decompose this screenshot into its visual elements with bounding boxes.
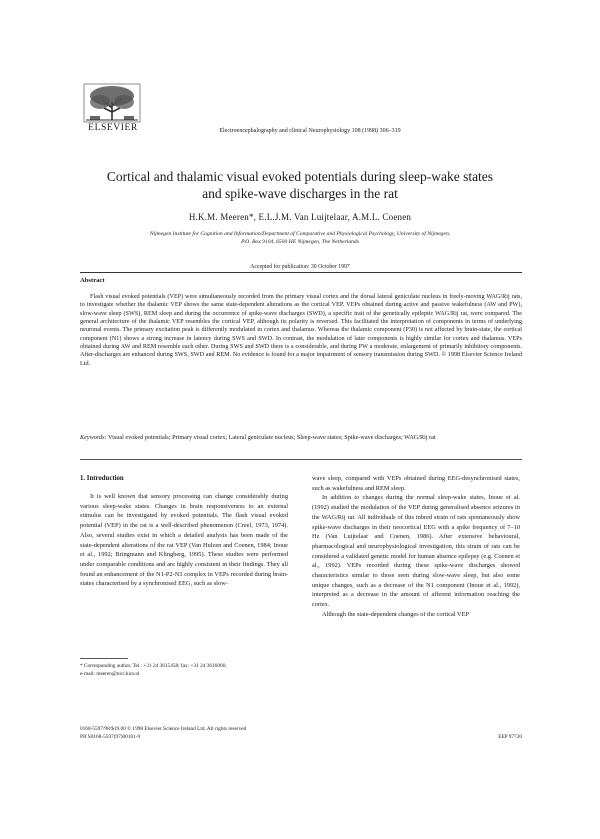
copyright-footer xyxy=(80,726,380,741)
author-list: H.K.M. Meeren*, E.L.J.M. Van Luijtelaar, A.M.L. Coenen xyxy=(188,212,412,222)
footnote-line-2: e-mail: meeren@nici.kun.nl xyxy=(80,670,140,677)
abstract-text: Flash visual evoked potentials (VEP) were simultaneously recorded from the primary visual cortex and the dorsal lateral geniculate nucleus in freely-moving WAG/Rij rats, to investigate whether the thalamic VEP shows the same state-dependent alterations as the cortical VEP. VEPs obtained during active and passive wakefulness (AW and PW), slow-wave sleep (SWS), REM sleep and during the occurrence of spike-wave discharges (SWD), a specific trait of the genetically epileptic WAG/Rij rat, were compared. The general architecture of the thalamic VEP resembles the cortical VEP, although its polarity is reversed. This facilitated the interpretation of components in terms of underlying neuronal events. The primary excitation peak is differently modulated in cortex and thalamus. Whereas the thalamic component (P30) is not affected by brain-state, the cortical component (N1) shows a strong increase in latency during SWS and SWD. In contrast, the modulation of later components is highly similar for cortex and thalamus. VEPs obtained during AW and REM resemble each other. During SWS and SWD there is a considerable, and during PW a moderate, enlargement of primarily inhibitory components. After-discharges are enhanced during SWS, SWD and REM. No evidence is found for a major impairment of sensory transmission during SWD. © 1998 Elsevier Science Ireland Ltd. xyxy=(80,293,522,367)
intro-paragraph-3: Although the state-dependent changes of the cortical VEP xyxy=(322,610,469,618)
title-line-2: and spike-wave discharges in the rat xyxy=(202,186,398,201)
introduction-left-column: It is well known that sensory processing can change considerably during various sleep-wake states. Changes in brain responsiveness to an external stimulus can be investigated by evoked potentials. The flash visual evoked potential (VEP) in the rat is a well-described phenomenon (Creel, 1973, 1974). Also, several studies exist in which a detailed analysis has been made of the state-dependent alterations of the rat VEP (Van Hulzen and Coenen, 1984; Inoue et al., 1992; Bringmann and Klingberg, 1995). These studies were performed under comparable conditions and are highly consistent in their findings. They all found an enhancement of the N1-P2-N3 complex in VEPs recorded during brain-states characterised by a synchronised EEG, such as slow- xyxy=(80,493,288,588)
abstract-heading: Abstract xyxy=(80,277,105,284)
journal-citation: Electroencephalography and clinical Neurophysiology 108 (1998) 306–319 xyxy=(219,128,401,134)
keywords xyxy=(80,434,522,442)
intro-paragraph-continued: wave sleep, compared with VEPs obtained during EEG-desynchronised states, such as wakefulness and REM sleep. xyxy=(312,475,520,492)
abstract-bottom-rule xyxy=(80,459,522,460)
footnote-line-1: * Corresponding author. Tel.: +31 24 3615458; fax: +31 24 3616066; xyxy=(80,663,227,669)
article-title xyxy=(70,168,530,202)
accepted-date: Accepted for publication: 30 October 1997 xyxy=(250,264,350,270)
affiliation-line-2: P.O. Box 9104, 6500 HE Nijmegen, The Netherlands xyxy=(241,239,359,245)
pii-line: PII S0168-5597(97)00101-9 xyxy=(80,733,141,740)
keywords-list: Visual evoked potentials; Primary visual cortex; Lateral geniculate nucleus; Sleep-wave states; Spike-wave discharges; WAG/Rij rat xyxy=(108,434,436,441)
affiliation xyxy=(80,230,520,246)
footnote-rule xyxy=(80,658,128,659)
copyright-line: 0168-5597/98/$19.00 © 1998 Elsevier Science Ireland Ltd. All rights reserved xyxy=(80,726,247,732)
article-code: EEP 97720 xyxy=(498,734,522,740)
corresponding-author-footnote xyxy=(80,663,288,678)
introduction-right-column xyxy=(312,474,520,620)
abstract-top-rule xyxy=(80,272,522,273)
affiliation-line-1: Nijmegen Institute for Cognition and Information/Department of Comparative and Physiological Psychology, University of Nijmegen, xyxy=(149,231,451,237)
introduction-heading: 1. Introduction xyxy=(80,475,124,482)
intro-paragraph-2: In addition to changes during the normal sleep-wake states, Inoue et al. (1992) studied the modulation of the VEP during generalised absence seizures in the WAG/Rij rat. All individuals of this inbred strain of rats spontaneously show spike-wave discharges in their neocortical EEG with a spike frequency of 7–10 Hz (Van Luijtelaar and Coenen, 1986). After extensive behavioural, pharmacological and neurophysiological investigation, this strain of rats can be considered a validated genetic model for human absence epilepsy (e.g. Coenen et al., 1992). VEPs recorded during these spike-wave discharges showed characteristics similar to those seen during slow-wave sleep, but also some unique changes, such as a decrease of the N1 component (Inoue et al., 1992), interpreted as a decrease in the amount of afferent information reaching the cortex. xyxy=(312,494,520,609)
publisher-logo-text: ELSEVIER xyxy=(88,123,138,133)
title-line-1: Cortical and thalamic visual evoked potentials during sleep-wake states xyxy=(106,169,494,184)
keywords-label: Keywords: xyxy=(80,434,107,441)
